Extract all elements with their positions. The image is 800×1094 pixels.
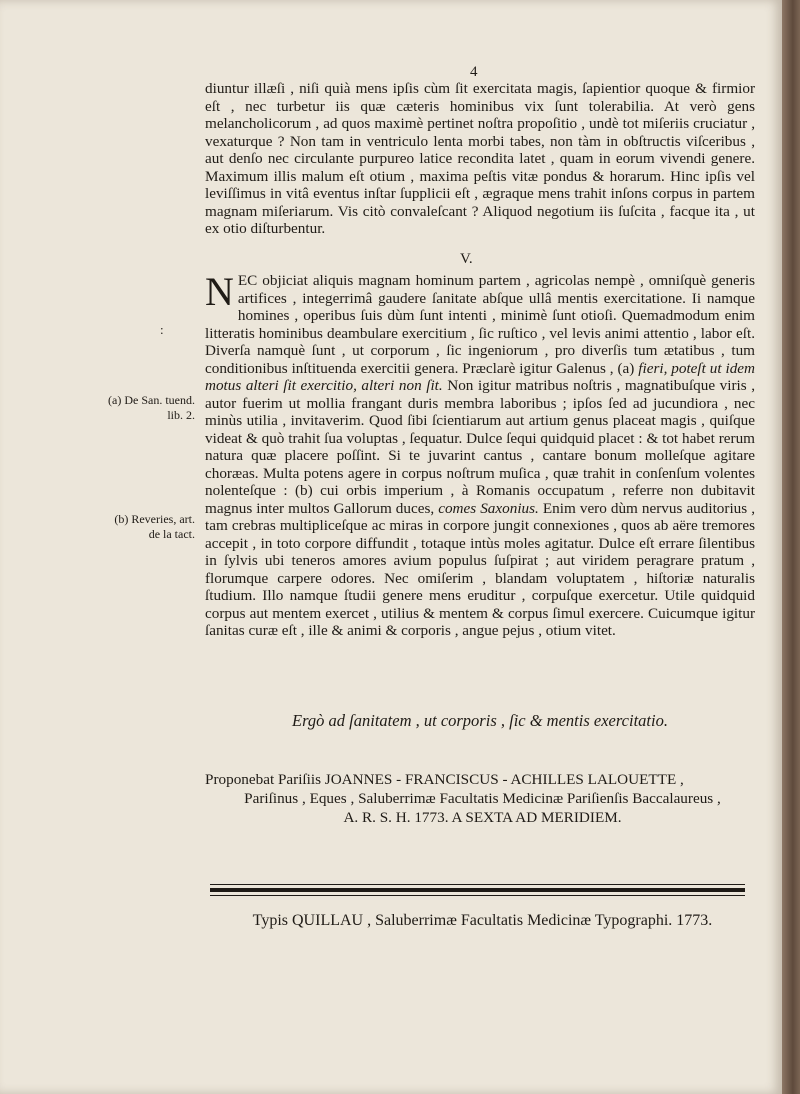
proponent-line-3: A. R. S. H. 1773. A SEXTA AD MERIDIEM. bbox=[343, 809, 622, 826]
paragraph-2-part-1: EC objiciat aliquis magnam hominum partem , agricolas nempè , omniſquè generis artifices , integerrimâ gaudere ſanitate abſque ullâ mentis exercitatione. Ii namque homines , operibus ſuis dùm ſunt intenti , minimè ſunt otioſi. Quemadmodum enim litteratis hominibus deambulare exercitium , ſic ruſtico , vel levis animi attentio , labor eſt. Diverſa namquè ſunt , ut corporum , ſic ingeniorum , pro diverſis tum ætatibus , tum conditionibus inſtituenda exercitii genera. Præclarè igitur Galenus , (a) bbox=[205, 272, 755, 377]
paragraph-section-v bbox=[205, 269, 756, 640]
divider-rule-top bbox=[210, 884, 745, 885]
margin-mark: : bbox=[160, 322, 164, 337]
drop-cap: N bbox=[205, 269, 234, 314]
margin-note-a: (a) De San. tuend. lib. 2. bbox=[108, 393, 195, 422]
paragraph-continuation bbox=[205, 80, 755, 238]
conclusion-line: Ergò ad ſanitatem , ut corporis , ſic & mentis exercitatio. bbox=[292, 711, 668, 730]
paragraph-2-part-3: Enim vero dùm nervus auditorius , tam crebras multipliceſque ac miras in corpore jungit connexiones , quos ab aëre tremores accepit , in toto corpore diffundit , totaque intùs moles agitatur. Dulce eſt errare ſilentibus in ſylvis ubi teneros amores avium populus ſuſpirat ; aut viridem peragrare pratum , florumque carpere odores. Nec omiſerim , blandam voluptatem , hiſtoriæ naturalis ſtudium. Illo namque ſtudii genere mens eruditur , corpuſque exercetur. Utile quidquid corpus aut mentem exercet , utilius & mentem & corpus ſimul exercere. Cuicumque igitur ſanitas curæ eſt , ille & animi & corporis , angue pejus , otium vitet. bbox=[205, 499, 756, 639]
proponent-block bbox=[205, 770, 760, 827]
section-number: V. bbox=[460, 251, 473, 267]
divider-rule-thick bbox=[210, 888, 745, 892]
galen-quote: fieri, poteſt ut idem motus alteri ſit exercitio, alteri non ſit. bbox=[205, 359, 756, 394]
margin-note-b: (b) Reveries, art. de la tact. bbox=[114, 512, 195, 541]
paragraph-2-part-2: Non igitur matribus noſtris , magnatibuſque viris , autor fuerim ut mollia frangant duris membra laboribus ; ipſos ſed ad jucundiora , nec minùs utilia , invitaverim. Quod ſibi ſcientiarum aut artium genus placeat magis , quiſque videat & quò trahit ſua voluptas , ſequatur. Dulce ſequi quidquid placet : & tot habet rerum natura quæ placere poſſint. Si te juvarint cantus , cantare bonum molleſque agitare choræas. Multa potens agere in corpus noſtrum muſica , quæ trahit in conſenſum volentes nolenteſque : (b) cui orbis imperium , à Romanis occupatum , referre non dubitavit magnus inter multos Gallorum duces, bbox=[205, 377, 756, 517]
proponent-line-1: Proponebat Pariſiis JOANNES - FRANCISCUS - ACHILLES LALOUETTE , bbox=[205, 771, 684, 788]
divider-rule-thin bbox=[210, 895, 745, 896]
proponent-line-2: Pariſinus , Eques , Saluberrimæ Facultatis Medicinæ Pariſienſis Baccalaureus , bbox=[244, 790, 721, 807]
saxonius-name: comes Saxonius. bbox=[438, 499, 539, 517]
paragraph-1-text: diuntur illæſi , niſi quià mens ipſis cùm ſit exercitata magis, ſapientior quoque & firmior eſt , nec turbetur iis quæ cæteris hominibus vix ſunt tolerabilia. At verò gens melancholicorum , ad quos maximè pertinet noſtra propoſitio , undè tot miſeriis cruciatur , vexaturque ? Non tam in ventriculo lenta morbi tabes, non tàm in obſtructis viſceribus , aut denſo nec circulante purpureo latice recondita latet , quam in eorum vivendi genere. Maximum illis malum eſt otium , maxima peſtis vitæ pondus & horarum. Hinc ipſis vel leviſſimus in vitâ eventus inſtar ſupplicii eſt , ægraque mens trahit inſons corpus in partem magnam miſeriarum. Vis citò convaleſcant ? Aliquod negotium iis ſuſcita , facque ita , ut ex otio diſturbentur. bbox=[205, 80, 755, 237]
printer-imprint: Typis QUILLAU , Saluberrimæ Facultatis Medicinæ Typographi. 1773. bbox=[252, 912, 713, 929]
book-edge bbox=[782, 0, 800, 1094]
page-number: 4 bbox=[470, 64, 478, 80]
